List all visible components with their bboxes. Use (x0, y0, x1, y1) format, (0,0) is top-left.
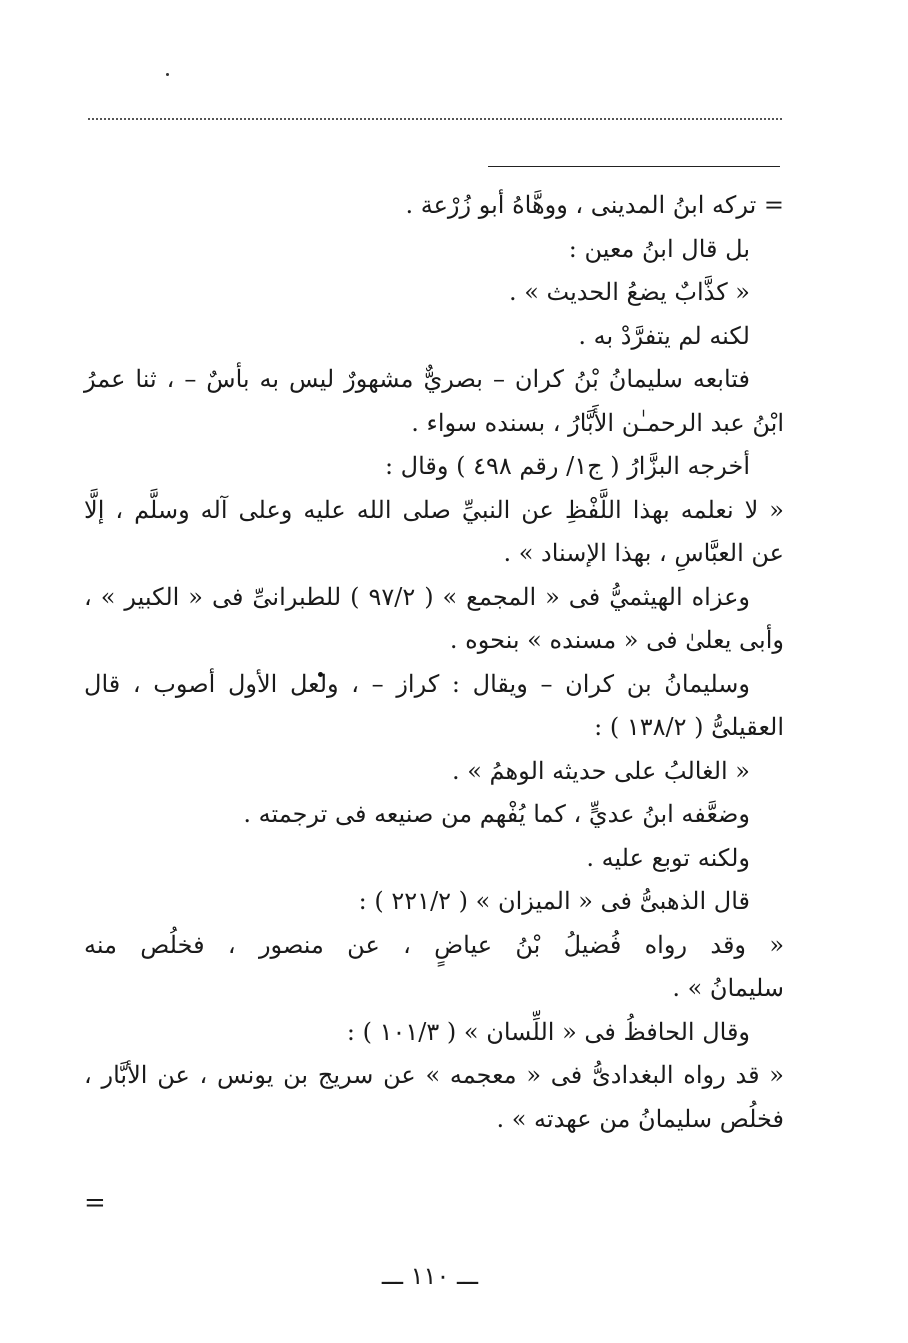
text-line: ولكنه توبع عليه . (586, 843, 750, 872)
text-line: ابْنُ عبد الرحمـٰن الأَبَّارُ ، بسنده سواء . (411, 408, 784, 437)
text-line: « كذَّابٌ يضعُ الحديث » . (508, 278, 750, 306)
text-line: سليمانُ » . (672, 974, 784, 1002)
text-line: أخرجه البزَّارُ ( ج١/ رقم ٤٩٨ ) وقال : (384, 452, 750, 480)
text-line: لكنه لم يتفرَّدْ به . (578, 321, 750, 350)
text-line: قال الذهبىُّ فى « الميزان » ( ٢٢١/٢ ) : (358, 887, 750, 915)
text-line: وسليمانُ بن كران – ويقال : كراز – ، ولعل الأول أصوب ، قال (84, 669, 750, 698)
text-line: العقيلىُّ ( ١٣٨/٢ ) : (594, 713, 784, 741)
text-line: « قد رواه البغدادىُّ فى « معجمه » عن سريج بن يونس ، عن الأبَّار ، (84, 1061, 784, 1089)
text-line: فتابعه سليمانُ بْنُ كران – بصريٌّ مشهورٌ ليس به بأسٌ – ، ثنا عمرُ (84, 365, 750, 393)
footnote-text (84, 184, 784, 1141)
text-line: بل قال ابنُ معين : (568, 234, 750, 263)
text-line: « لا نعلمه بهذا اللَّفْظِ عن النبيِّ صلى الله عليه وعلى آله وسلَّم ، إلَّا (84, 495, 784, 524)
text-line: عن العبَّاسِ ، بهذا الإسناد » . (503, 539, 784, 567)
text-line: فخلُص سليمانُ من عهدته » . (496, 1104, 784, 1133)
text-line: وعزاه الهيثميُّ فى « المجمع » ( ٩٧/٢ ) للطبرانىِّ فى « الكبير » ، (84, 582, 750, 611)
footnote-separator (488, 166, 780, 167)
header-dotted-rule (88, 118, 782, 120)
text-line: = تركه ابنُ المدينى ، ووهَّاهُ أبو زُرْعة . (405, 191, 784, 219)
page-speck (166, 73, 169, 76)
text-line: « الغالبُ على حديثه الوهمُ » . (451, 756, 750, 785)
continuation-mark: = (84, 1188, 106, 1218)
text-line: وقال الحافظُ فى « اللِّسان » ( ١٠١/٣ ) : (346, 1017, 750, 1046)
text-line: وضعَّفه ابنُ عديٍّ ، كما يُفْهم من صنيعه فى ترجمته . (243, 800, 750, 828)
text-line: « وقد رواه فُضيلُ بْنُ عياضٍ ، عن منصور ، فخلُص منه (84, 930, 784, 959)
text-line: وأبى يعلىٰ فى « مسنده » بنحوه . (449, 626, 784, 654)
page-number: ـــ ١١٠ ـــ (381, 1262, 479, 1290)
